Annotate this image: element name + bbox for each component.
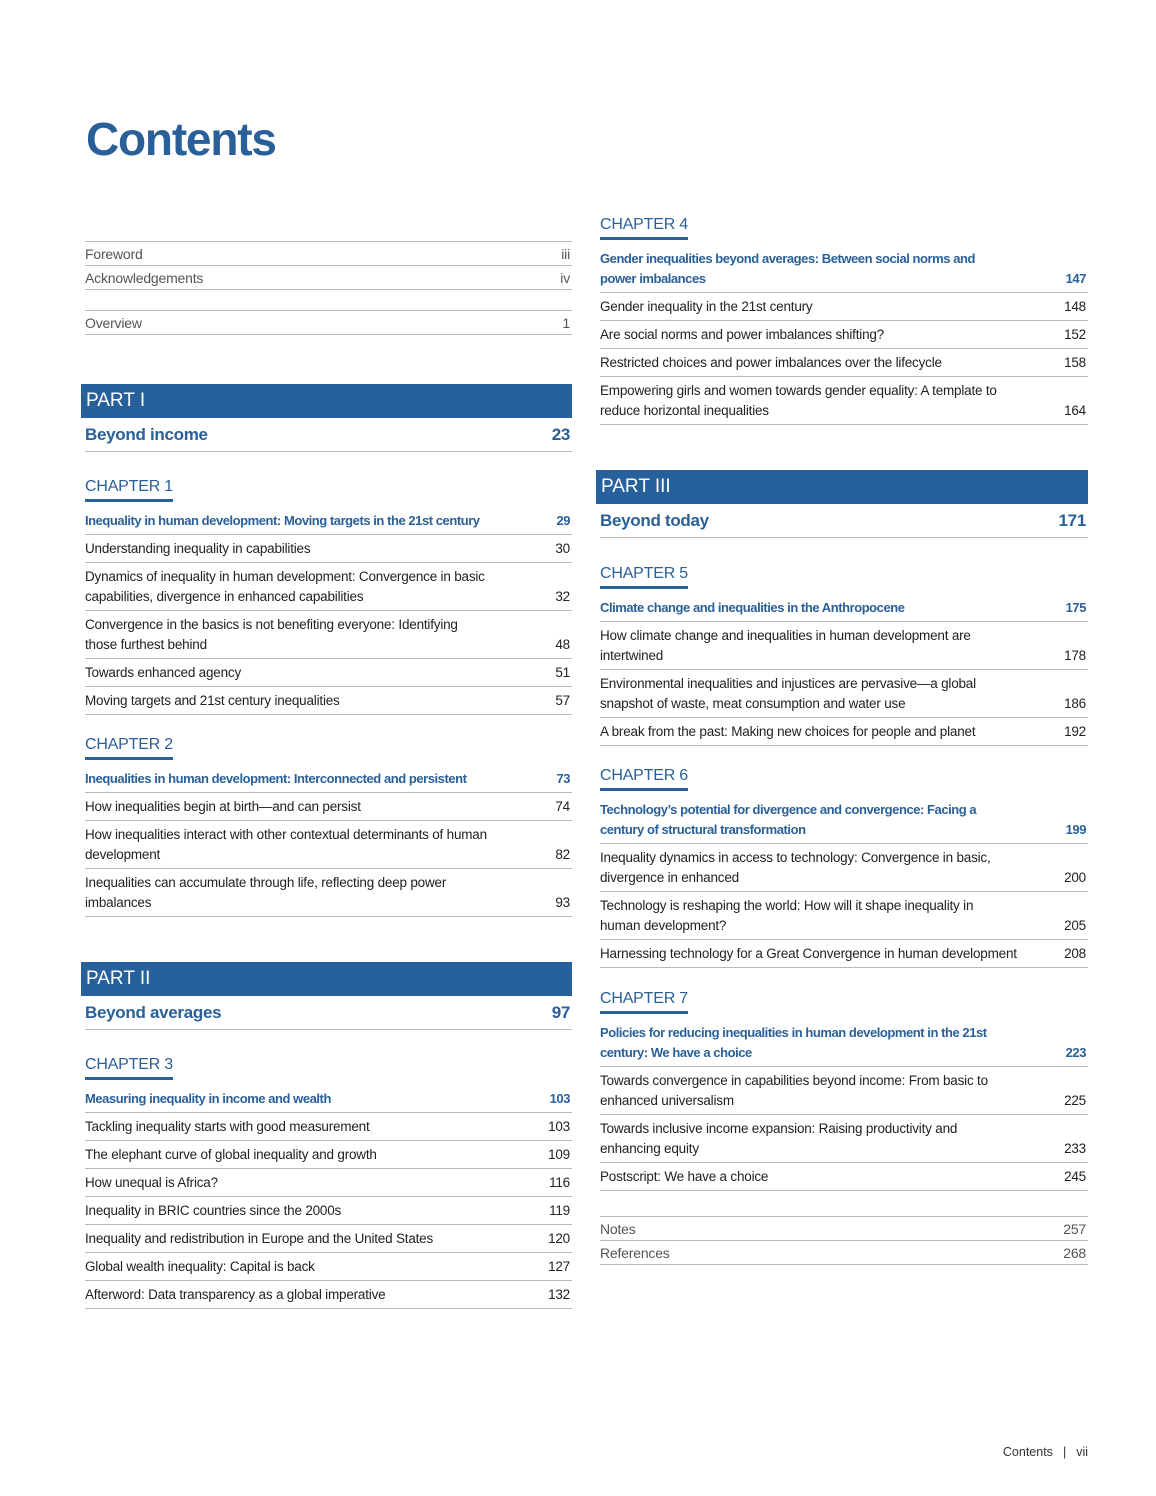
section-row[interactable] [600, 670, 1088, 718]
section-row[interactable] [600, 377, 1088, 425]
entry-page: 205 [1064, 918, 1086, 933]
front-matter-row[interactable] [85, 242, 572, 266]
chapter-section [85, 736, 572, 917]
chapter-label: CHAPTER 6 [600, 767, 688, 791]
page-footer [1003, 1445, 1088, 1459]
chapter-title-row[interactable] [85, 1085, 572, 1113]
chapter-1 [85, 478, 572, 715]
section-row[interactable] [85, 659, 572, 687]
section-row[interactable] [600, 293, 1088, 321]
entry-title: The elephant curve of global inequality and growth [85, 1147, 377, 1162]
chapter-section [600, 565, 1088, 746]
entry-title: Tackling inequality starts with good measurement [85, 1119, 370, 1134]
entry-title: Notes [600, 1221, 636, 1237]
entry-page: 233 [1064, 1141, 1086, 1156]
entry-page: 158 [1064, 355, 1086, 370]
part-page: 171 [1058, 511, 1086, 530]
entry-page: 74 [555, 799, 570, 814]
chapter-title-row[interactable] [85, 765, 572, 793]
entry-page: 120 [548, 1231, 570, 1246]
entry-title: Understanding inequality in capabilities [85, 541, 311, 556]
entry-page: 268 [1063, 1245, 1086, 1261]
chapter-title: Climate change and inequalities in the Anthropocene [600, 600, 905, 615]
entry-title: References [600, 1245, 670, 1261]
entry-page: 48 [555, 637, 570, 652]
chapter-page: 175 [1065, 600, 1086, 615]
chapter-title-row[interactable] [85, 507, 572, 535]
entry-page: 103 [548, 1119, 570, 1134]
chapter-title: Measuring inequality in income and wealth [85, 1091, 331, 1106]
back-matter-row[interactable] [600, 1241, 1088, 1265]
entry-page: 152 [1064, 327, 1086, 342]
chapter-4 [600, 216, 1088, 425]
entry-title: Global wealth inequality: Capital is back [85, 1259, 315, 1274]
entry-title: Moving targets and 21st century inequalities [85, 693, 340, 708]
section-row[interactable] [85, 869, 572, 917]
chapter-title-row[interactable] [600, 796, 1088, 844]
back-matter [600, 1216, 1088, 1265]
entry-title: Acknowledgements [85, 270, 204, 286]
section-row[interactable] [600, 1163, 1088, 1191]
chapter-section [600, 990, 1088, 1191]
entry-page: 109 [548, 1147, 570, 1162]
entry-title: Empowering girls and women towards gender equality: A template to reduce horizontal inequalities [600, 383, 997, 418]
entry-title: Overview [85, 315, 142, 331]
entry-title: Afterword: Data transparency as a global imperative [85, 1287, 386, 1302]
section-row[interactable] [85, 1253, 572, 1281]
entry-page: 51 [555, 665, 570, 680]
entry-page: 225 [1064, 1093, 1086, 1108]
entry-page: 82 [555, 847, 570, 862]
entry-title: Environmental inequalities and injustices are pervasive—a global snapshot of waste, meat consumption and water use [600, 676, 976, 711]
front-matter-row[interactable] [85, 311, 572, 335]
section-row[interactable] [600, 940, 1088, 968]
section-row[interactable] [600, 1067, 1088, 1115]
chapter-title-row[interactable] [600, 245, 1088, 293]
entry-title: Towards convergence in capabilities beyond income: From basic to enhanced universalism [600, 1073, 988, 1108]
section-row[interactable] [85, 1113, 572, 1141]
entry-page: 148 [1064, 299, 1086, 314]
entry-title: Technology is reshaping the world: How will it shape inequality in human development? [600, 898, 974, 933]
entry-title: Inequality in BRIC countries since the 2000s [85, 1203, 342, 1218]
entry-title: Foreword [85, 246, 143, 262]
chapter-3 [85, 1056, 572, 1309]
section-row[interactable] [85, 563, 572, 611]
entry-title: How inequalities begin at birth—and can persist [85, 799, 361, 814]
entry-title: Dynamics of inequality in human development: Convergence in basic capabilities, divergence in enhanced capabilities [85, 569, 485, 604]
chapter-section [600, 767, 1088, 968]
chapter-2 [85, 736, 572, 917]
entry-page: 164 [1064, 403, 1086, 418]
entry-title: Towards inclusive income expansion: Raising productivity and enhancing equity [600, 1121, 958, 1156]
chapter-label: CHAPTER 5 [600, 565, 688, 589]
entry-page: 186 [1064, 696, 1086, 711]
front-matter-row[interactable] [85, 266, 572, 290]
section-row[interactable] [85, 1197, 572, 1225]
section-row[interactable] [85, 687, 572, 715]
entry-page: 32 [555, 589, 570, 604]
chapter-5 [600, 565, 1088, 746]
entry-title: Restricted choices and power imbalances over the lifecycle [600, 355, 942, 370]
chapter-label: CHAPTER 1 [85, 478, 173, 502]
part-banner: PART II [81, 962, 572, 996]
section-row[interactable] [85, 1281, 572, 1309]
entry-title: Towards enhanced agency [85, 665, 242, 680]
chapter-page: 223 [1065, 1045, 1086, 1060]
section-row[interactable] [600, 1115, 1088, 1163]
section-row[interactable] [85, 1225, 572, 1253]
entry-page: 93 [555, 895, 570, 910]
entry-title: Gender inequality in the 21st century [600, 299, 813, 314]
part-page: 23 [551, 425, 570, 444]
entry-title: How climate change and inequalities in human development are intertwined [600, 628, 971, 663]
chapter-page: 147 [1065, 271, 1086, 286]
entry-title: Inequality and redistribution in Europe and the United States [85, 1231, 434, 1246]
entry-title: Postscript: We have a choice [600, 1169, 769, 1184]
chapter-title-row[interactable] [600, 1019, 1088, 1067]
section-row[interactable] [600, 321, 1088, 349]
front-matter [85, 241, 572, 290]
page-number: vii [1076, 1445, 1088, 1459]
chapter-title: Inequality in human development: Moving targets in the 21st century [85, 513, 480, 528]
chapter-page: 199 [1065, 822, 1086, 837]
part-title: Beyond income [85, 425, 208, 444]
part-3 [600, 470, 1088, 538]
entry-page: iv [560, 270, 570, 286]
chapter-label: CHAPTER 2 [85, 736, 173, 760]
section-row[interactable] [85, 821, 572, 869]
entry-page: 192 [1064, 724, 1086, 739]
part-title: Beyond today [600, 511, 709, 530]
section-row[interactable] [85, 535, 572, 563]
chapter-label: CHAPTER 7 [600, 990, 688, 1014]
entry-page: 257 [1063, 1221, 1086, 1237]
entry-page: 116 [549, 1175, 570, 1190]
section-row[interactable] [600, 622, 1088, 670]
part-banner: PART I [81, 384, 572, 418]
part-2 [85, 962, 572, 1030]
back-matter-row[interactable] [600, 1217, 1088, 1241]
part-banner: PART III [596, 470, 1088, 504]
front-matter [85, 310, 572, 335]
entry-title: How unequal is Africa? [85, 1175, 218, 1190]
chapter-label: CHAPTER 3 [85, 1056, 173, 1080]
part-title-row[interactable] [85, 418, 572, 452]
entry-page: 119 [549, 1203, 570, 1218]
chapter-7 [600, 990, 1088, 1191]
chapter-page: 29 [556, 513, 570, 528]
entry-title: Inequality dynamics in access to technology: Convergence in basic, divergence in enhanced [600, 850, 991, 885]
entry-page: 30 [555, 541, 570, 556]
entry-page: 127 [548, 1259, 570, 1274]
entry-page: 57 [555, 693, 570, 708]
section-row[interactable] [600, 349, 1088, 377]
entry-title: How inequalities interact with other contextual determinants of human development [85, 827, 487, 862]
section-row[interactable] [85, 793, 572, 821]
section-row[interactable] [85, 1169, 572, 1197]
section-row[interactable] [85, 1141, 572, 1169]
chapter-page: 73 [556, 771, 570, 786]
section-row[interactable] [600, 892, 1088, 940]
entry-title: A break from the past: Making new choices for people and planet [600, 724, 976, 739]
chapter-6 [600, 767, 1088, 968]
footer-separator: | [1062, 1445, 1067, 1459]
chapter-title: Technology’s potential for divergence and convergence: Facing a century of structural transformation [600, 802, 977, 837]
entry-page: 132 [548, 1287, 570, 1302]
entry-title: Harnessing technology for a Great Convergence in human development [600, 946, 1017, 961]
footer-label: Contents [1002, 1445, 1053, 1459]
part-page: 97 [551, 1003, 570, 1022]
part-1 [85, 384, 572, 452]
section-row[interactable] [600, 844, 1088, 892]
chapter-title: Policies for reducing inequalities in human development in the 21st century: We have a choice [600, 1025, 987, 1060]
entry-title: Convergence in the basics is not benefiting everyone: Identifying those furthest behind [85, 617, 458, 652]
entry-page: iii [561, 246, 570, 262]
chapter-title-row[interactable] [600, 594, 1088, 622]
chapter-section [600, 216, 1088, 425]
entry-page: 200 [1064, 870, 1086, 885]
chapter-title: Gender inequalities beyond averages: Between social norms and power imbalances [600, 251, 975, 286]
entry-page: 1 [562, 315, 570, 331]
chapter-section [85, 478, 572, 715]
chapter-label: CHAPTER 4 [600, 216, 688, 240]
chapter-title: Inequalities in human development: Interconnected and persistent [85, 771, 467, 786]
part-title: Beyond averages [85, 1003, 222, 1022]
entry-page: 178 [1064, 648, 1086, 663]
section-row[interactable] [85, 611, 572, 659]
chapter-page: 103 [549, 1091, 570, 1106]
part-title-row[interactable] [85, 996, 572, 1030]
entry-page: 208 [1064, 946, 1086, 961]
chapter-section [85, 1056, 572, 1309]
page-title: Contents [86, 113, 276, 165]
entry-title: Are social norms and power imbalances shifting? [600, 327, 884, 342]
part-title-row[interactable] [600, 504, 1088, 538]
entry-page: 245 [1064, 1169, 1086, 1184]
entry-title: Inequalities can accumulate through life, reflecting deep power imbalances [85, 875, 447, 910]
section-row[interactable] [600, 718, 1088, 746]
